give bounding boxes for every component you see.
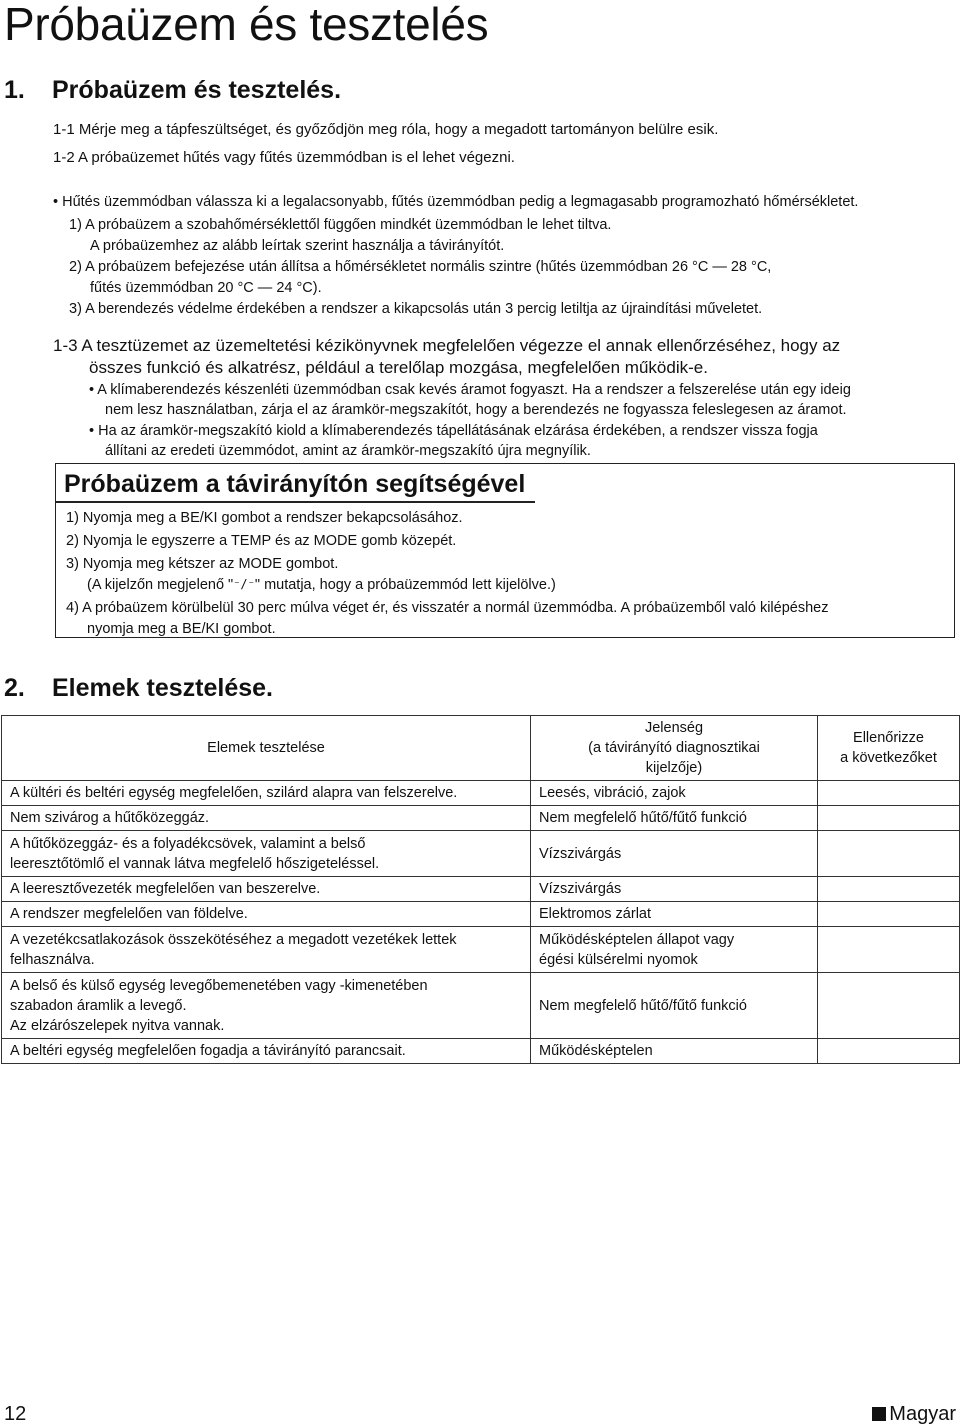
remote-step-4-line-2: nyomja meg a BE/KI gombot. — [87, 621, 276, 637]
bullet-temperature: • Hűtés üzemmódban válassza ki a legalacsonyabb, fűtés üzemmódban pedig a legmagasabb programozható hőmérsékletet. — [53, 194, 859, 210]
note-3: 3) A berendezés védelme érdekében a rendszer a kikapcsolás után 3 percig letiltja az újraindítási műveletet. — [69, 301, 763, 317]
step-1-1: 1-1 Mérje meg a tápfeszültséget, és győződjön meg róla, hogy a megadott tartományon belülre esik. — [53, 121, 719, 138]
remote-step-2: 2) Nyomja le egyszerre a TEMP és az MODE gomb közepét. — [66, 533, 457, 549]
table-row — [2, 1039, 960, 1064]
row-symptom: Működésképtelen állapot vagy égési külsérelmi nyomok — [531, 927, 818, 973]
table-row — [2, 927, 960, 973]
row-symptom: Vízszivárgás — [531, 877, 818, 902]
row-item: A vezetékcsatlakozások összekötéséhez a megadott vezetékek lettek felhasználva. — [2, 927, 531, 973]
page-number: 12 — [4, 1403, 27, 1425]
row-item: A leeresztővezeték megfelelően van beszerelve. — [2, 877, 531, 902]
note-2-line-2: fűtés üzemmódban 20 °C — 24 °C). — [90, 280, 322, 296]
table-row — [2, 831, 960, 877]
section-2-heading — [4, 673, 273, 703]
section-2-title: Elemek tesztelése. — [52, 674, 273, 702]
section-1-title: Próbaüzem és tesztelés. — [52, 76, 342, 104]
row-item: A hűtőközeggáz- és a folyadékcsövek, valamint a belső leeresztőtömlő el vannak látva megfelelő hőszigeteléssel. — [2, 831, 531, 877]
row-check — [818, 927, 960, 973]
remote-step-3-note-before: (A kijelzőn megjelenő " — [87, 577, 234, 593]
bullet-breaker-line-2: állítani az eredeti üzemmódot, amint az áramkör-megszakító újra megnyílik. — [105, 443, 591, 459]
bullet-standby-line-1: • A klímaberendezés készenléti üzemmódban csak kevés áramot fogyaszt. Ha a rendszer a felszerelése után egy ideig — [89, 382, 851, 398]
remote-step-3-note — [87, 574, 556, 595]
row-symptom: Elektromos zárlat — [531, 902, 818, 927]
row-symptom: Nem megfelelő hűtő/fűtő funkció — [531, 806, 818, 831]
table-row — [2, 902, 960, 927]
header-check — [818, 716, 960, 781]
section-1-heading — [4, 75, 341, 105]
note-1-line-1: 1) A próbaüzem a szobahőmérséklettől függően mindkét üzemmódban le lehet tiltva. — [69, 217, 612, 233]
section-2-number: 2. — [4, 674, 25, 702]
bullet-breaker-line-1: • Ha az áramkör-megszakító kiold a klímaberendezés tápellátásának elzárása érdekében, a rendszer vissza fogja — [89, 423, 818, 439]
header-items — [2, 716, 531, 781]
remote-test-title-underline — [55, 501, 535, 503]
row-symptom: Vízszivárgás — [531, 831, 818, 877]
row-check — [818, 1039, 960, 1064]
language-text: Magyar — [889, 1403, 956, 1425]
item-check-table — [1, 715, 960, 1064]
language-square-icon — [872, 1407, 886, 1421]
step-1-2: 1-2 A próbaüzemet hűtés vagy fűtés üzemmódban is el lehet végezni. — [53, 149, 515, 166]
note-1-line-2: A próbaüzemhez az alább leírtak szerint használja a távirányítót. — [90, 238, 505, 254]
table-row — [2, 806, 960, 831]
row-check — [818, 806, 960, 831]
row-symptom: Leesés, vibráció, zajok — [531, 781, 818, 806]
row-item: A beltéri egység megfelelően fogadja a távirányító parancsait. — [2, 1039, 531, 1064]
table-row — [2, 973, 960, 1039]
row-check — [818, 781, 960, 806]
step-1-3-line-2: összes funkció és alkatrész, például a terelőlap mozgása, megfelelően működik-e. — [89, 358, 708, 377]
row-item: A rendszer megfelelően van földelve. — [2, 902, 531, 927]
row-check — [818, 902, 960, 927]
note-2-line-1: 2) A próbaüzem befejezése után állítsa a hőmérsékletet normális szintre (hűtés üzemmódban 26 °C — 28 °C, — [69, 259, 772, 275]
row-symptom: Nem megfelelő hűtő/fűtő funkció — [531, 973, 818, 1039]
remote-step-1: 1) Nyomja meg a BE/KI gombot a rendszer bekapcsolásához. — [66, 510, 463, 526]
step-1-3-line-1: 1-3 A tesztüzemet az üzemeltetési kézikönyvnek megfelelően végezze el annak ellenőrzéséhez, hogy az — [53, 336, 841, 355]
remote-test-title: Próbaüzem a távirányítón segítségével — [64, 470, 526, 498]
table-row — [2, 781, 960, 806]
row-check — [818, 831, 960, 877]
row-item: A belső és külső egység levegőbemenetében vagy -kimenetében szabadon áramlik a levegő. Az elzárószelepek nyitva vannak. — [2, 973, 531, 1039]
test-mode-display-icon: ⁻/⁻ — [233, 577, 255, 591]
header-items-label: Elemek tesztelése — [207, 740, 325, 756]
row-item: A kültéri és beltéri egység megfelelően, szilárd alapra van felszerelve. — [2, 781, 531, 806]
table-header-row — [2, 716, 960, 781]
row-item: Nem szivárog a hűtőközeggáz. — [2, 806, 531, 831]
section-1-number: 1. — [4, 76, 25, 104]
language-label — [872, 1402, 956, 1426]
row-check — [818, 877, 960, 902]
header-symptom-label: Jelenség (a távirányító diagnosztikai kijelzője) — [588, 720, 760, 776]
row-check — [818, 973, 960, 1039]
page-title: Próbaüzem és tesztelés — [4, 0, 489, 50]
remote-step-4-line-1: 4) A próbaüzem körülbelül 30 perc múlva véget ér, és visszatér a normál üzemmódba. A próbaüzemből való kilépéshez — [66, 600, 829, 616]
header-check-label: Ellenőrizze a következőket — [840, 730, 937, 766]
row-symptom: Működésképtelen — [531, 1039, 818, 1064]
header-symptom — [531, 716, 818, 781]
bullet-standby-line-2: nem lesz használatban, zárja el az áramkör-megszakítót, hogy a berendezés ne fogyassza feleslegesen az áramot. — [105, 402, 847, 418]
remote-step-3-note-after: " mutatja, hogy a próbaüzemmód lett kijelölve.) — [254, 577, 556, 593]
table-row — [2, 877, 960, 902]
remote-step-3: 3) Nyomja meg kétszer az MODE gombot. — [66, 556, 339, 572]
